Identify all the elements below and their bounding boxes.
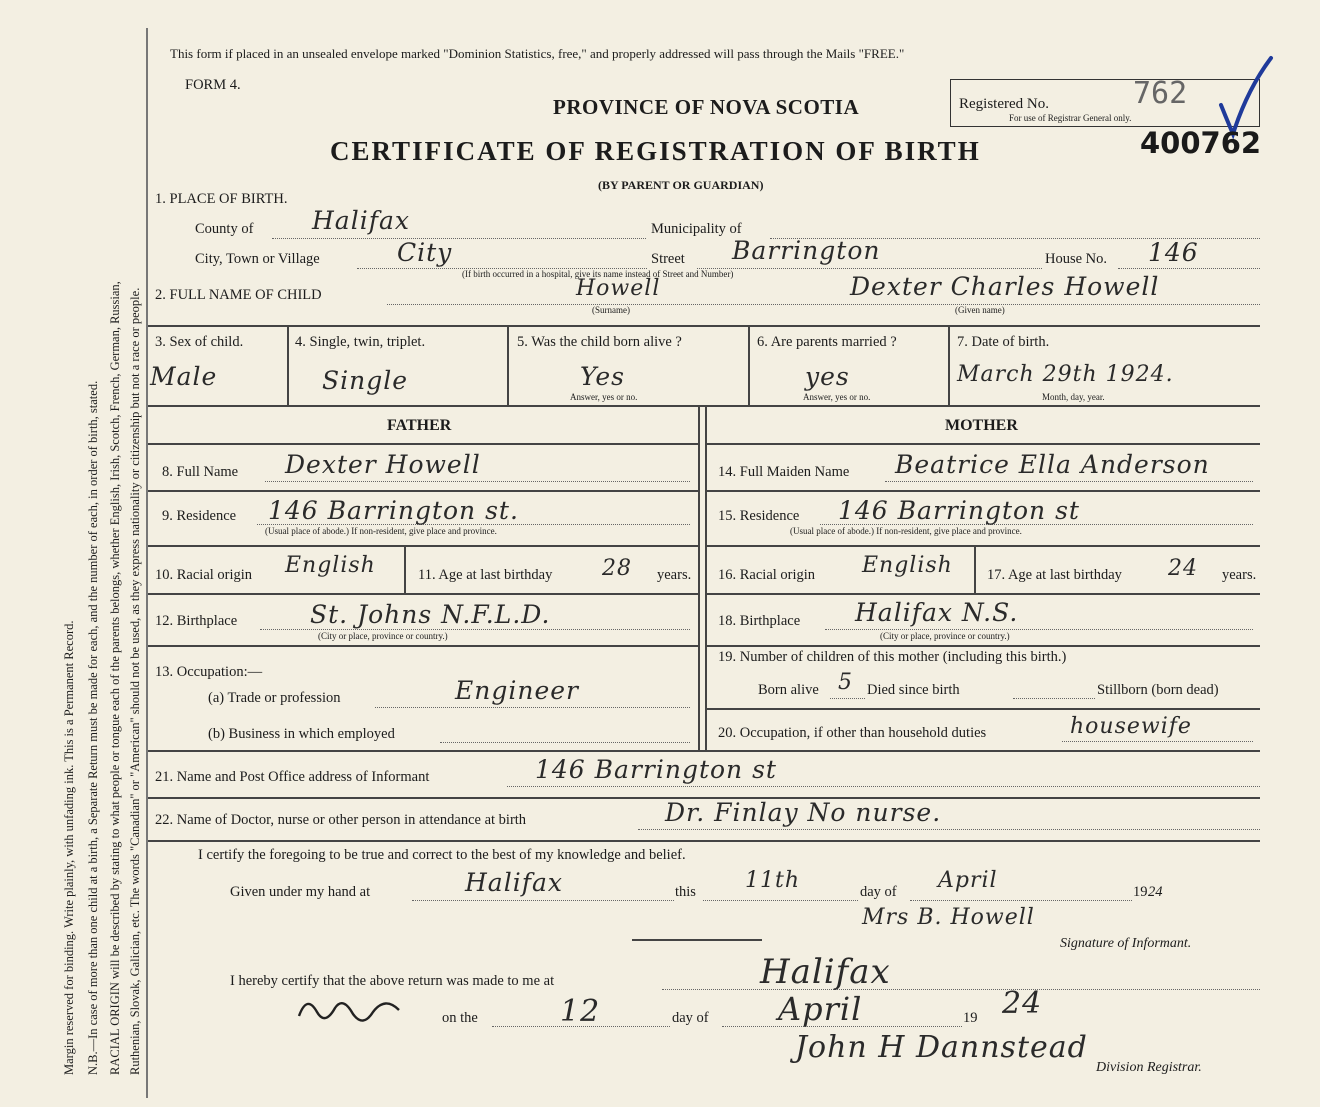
certificate-title: CERTIFICATE OF REGISTRATION OF BIRTH bbox=[330, 136, 981, 166]
mother-name-label: 14. Full Maiden Name bbox=[718, 464, 850, 480]
mail-note: This form if placed in an unsealed envelope marked "Dominion Statistics, free," and properly addressed will pass through the Mails "FREE." bbox=[170, 46, 905, 61]
parents-married-value: yes bbox=[805, 362, 850, 391]
house-label: House No. bbox=[1045, 251, 1108, 267]
province-title: PROVINCE OF NOVA SCOTIA bbox=[553, 95, 860, 119]
father-trade-value: Engineer bbox=[455, 676, 579, 705]
place-heading: 1. PLACE OF BIRTH. bbox=[155, 191, 288, 207]
certify-statement: I certify the foregoing to be true and correct to the best of my knowledge and belief. bbox=[198, 847, 686, 863]
child-given-name: Dexter Charles Howell bbox=[850, 272, 1160, 301]
given-day-of-label: day of bbox=[860, 884, 897, 900]
division-registrar-label: Division Registrar. bbox=[1096, 1060, 1202, 1075]
doctor-label: 22. Name of Doctor, nurse or other person in attendance at birth bbox=[155, 812, 527, 828]
rule bbox=[148, 325, 1260, 327]
registrar-use-note: For use of Registrar General only. bbox=[1009, 113, 1132, 123]
given-year-prefix: 19 bbox=[1133, 884, 1148, 900]
margin-note-racial-origin-2: Ruthenian, Slovak, Galician, etc. The words "Canadian" or "American" should not be used, as they express nationality or citizenship but not a race or people. bbox=[128, 287, 142, 1075]
margin-rule bbox=[146, 28, 148, 1098]
certificate-subtitle: (BY PARENT OR GUARDIAN) bbox=[598, 178, 764, 192]
form-number: FORM 4. bbox=[185, 77, 241, 93]
registrar-mark-icon bbox=[295, 988, 405, 1030]
given-month-value: April bbox=[938, 868, 998, 893]
registrar-month-value: April bbox=[778, 990, 863, 1028]
father-racial-origin-label: 10. Racial origin bbox=[155, 567, 253, 583]
child-surname: Howell bbox=[576, 276, 661, 301]
registrar-statement: I hereby certify that the above return was made to me at bbox=[230, 973, 555, 989]
parents-married-note: Answer, yes or no. bbox=[803, 392, 871, 402]
father-residence-value: 146 Barrington st. bbox=[268, 496, 519, 525]
margin-note-multiple-births: N.B.—In case of more than one child at a birth, a Separate Return must be made for each, and the number of each, in order of birth, stated. bbox=[86, 380, 100, 1075]
given-under-hand-label: Given under my hand at bbox=[230, 884, 371, 900]
mother-heading: MOTHER bbox=[945, 417, 1018, 434]
father-years-label: years. bbox=[657, 567, 692, 583]
informant-signature: Mrs B. Howell bbox=[862, 905, 1035, 930]
date-of-birth-value: March 29th 1924. bbox=[957, 362, 1174, 387]
hospital-note: (If birth occurred in a hospital, give its name instead of Street and Number) bbox=[462, 269, 734, 279]
father-racial-origin-value: English bbox=[285, 553, 376, 578]
father-name-value: Dexter Howell bbox=[285, 450, 481, 479]
county-label: County of bbox=[195, 221, 254, 237]
registrar-day-value: 12 bbox=[560, 994, 601, 1029]
plurality-value: Single bbox=[322, 366, 409, 395]
mother-residence-label: 15. Residence bbox=[718, 508, 800, 524]
registrar-on-the-label: on the bbox=[442, 1010, 478, 1026]
registrar-signature: John H Dannstead bbox=[795, 1030, 1088, 1065]
date-of-birth-note: Month, day, year. bbox=[1042, 392, 1105, 402]
mother-name-value: Beatrice Ella Anderson bbox=[895, 450, 1210, 479]
informant-signature-label: Signature of Informant. bbox=[1060, 936, 1192, 951]
stillborn-label: Stillborn (born dead) bbox=[1097, 682, 1219, 698]
margin-note-racial-origin: RACIAL ORIGIN will be described by stating to what people or tongue each of the parents belongs, whether English, Irish, Scotch, French, German, Russian, bbox=[108, 281, 122, 1075]
date-of-birth-label: 7. Date of birth. bbox=[957, 334, 1050, 350]
mother-age-label: 17. Age at last birthday bbox=[987, 567, 1122, 583]
mother-birthplace-note: (City or place, province or country.) bbox=[880, 631, 1010, 641]
child-name-heading: 2. FULL NAME OF CHILD bbox=[155, 287, 322, 303]
father-residence-label: 9. Residence bbox=[162, 508, 237, 524]
father-age-value: 28 bbox=[602, 556, 632, 581]
registrar-year-value: 24 bbox=[1002, 986, 1043, 1021]
given-day-value: 11th bbox=[745, 868, 801, 893]
mother-racial-origin-label: 16. Racial origin bbox=[718, 567, 816, 583]
father-business-label: (b) Business in which employed bbox=[208, 726, 395, 742]
born-alive-label: 5. Was the child born alive ? bbox=[517, 334, 682, 350]
mother-birthplace-label: 18. Birthplace bbox=[718, 613, 801, 629]
given-year-value: 24 bbox=[1148, 884, 1163, 900]
father-residence-note: (Usual place of abode.) If non-resident, give place and province. bbox=[265, 526, 497, 536]
sex-value: Male bbox=[150, 362, 218, 391]
mother-years-label: years. bbox=[1222, 567, 1257, 583]
born-alive-value: Yes bbox=[580, 362, 625, 391]
born-alive-note: Answer, yes or no. bbox=[570, 392, 638, 402]
municipality-label: Municipality of bbox=[651, 221, 742, 237]
father-name-label: 8. Full Name bbox=[162, 464, 239, 480]
born-alive-count-label: Born alive bbox=[758, 682, 819, 698]
father-trade-label: (a) Trade or profession bbox=[208, 690, 341, 706]
this-label: this bbox=[675, 884, 696, 900]
father-heading: FATHER bbox=[387, 417, 452, 434]
father-birthplace-value: St. Johns N.F.L.D. bbox=[310, 600, 551, 629]
street-label: Street bbox=[651, 251, 685, 267]
mother-racial-origin-value: English bbox=[862, 553, 953, 578]
informant-value: 146 Barrington st bbox=[535, 755, 777, 784]
city-value: City bbox=[397, 238, 453, 267]
surname-label: (Surname) bbox=[592, 305, 630, 315]
sex-label: 3. Sex of child. bbox=[155, 334, 244, 350]
informant-label: 21. Name and Post Office address of Informant bbox=[155, 769, 430, 785]
father-birthplace-note: (City or place, province or country.) bbox=[318, 631, 448, 641]
father-birthplace-label: 12. Birthplace bbox=[155, 613, 238, 629]
given-name-label: (Given name) bbox=[955, 305, 1005, 315]
mother-age-value: 24 bbox=[1168, 556, 1198, 581]
mother-birthplace-value: Halifax N.S. bbox=[855, 598, 1019, 627]
margin-note-binding: Margin reserved for binding. Write plainly, with unfading ink. This is a Permanent Record. bbox=[62, 620, 76, 1075]
given-place-value: Halifax bbox=[465, 868, 563, 897]
mother-children-label: 19. Number of children of this mother (including this birth.) bbox=[718, 649, 1067, 665]
mother-occupation-value: housewife bbox=[1070, 714, 1192, 739]
parents-married-label: 6. Are parents married ? bbox=[757, 334, 897, 350]
father-age-label: 11. Age at last birthday bbox=[418, 567, 553, 583]
died-since-birth-label: Died since birth bbox=[867, 682, 960, 698]
registered-value: 762 bbox=[1133, 76, 1188, 111]
registrar-day-of-label: day of bbox=[672, 1010, 709, 1026]
house-value: 146 bbox=[1148, 238, 1199, 267]
county-value: Halifax bbox=[312, 206, 410, 235]
mother-residence-note: (Usual place of abode.) If non-resident, give place and province. bbox=[790, 526, 1022, 536]
stamped-number: 400762 bbox=[1140, 126, 1262, 160]
doctor-value: Dr. Finlay No nurse. bbox=[665, 798, 942, 827]
registrar-year-prefix: 19 bbox=[963, 1010, 978, 1026]
born-alive-count: 5 bbox=[838, 670, 853, 695]
mother-residence-value: 146 Barrington st bbox=[838, 496, 1080, 525]
plurality-label: 4. Single, twin, triplet. bbox=[295, 334, 426, 350]
city-label: City, Town or Village bbox=[195, 251, 320, 267]
street-value: Barrington bbox=[732, 236, 881, 265]
registered-label: Registered No. bbox=[959, 96, 1049, 112]
mother-occupation-label: 20. Occupation, if other than household duties bbox=[718, 725, 987, 741]
registrar-place-value: Halifax bbox=[760, 952, 891, 992]
margin-notes bbox=[0, 0, 148, 1107]
father-occupation-label: 13. Occupation:— bbox=[155, 664, 263, 680]
registered-box bbox=[950, 76, 1260, 127]
